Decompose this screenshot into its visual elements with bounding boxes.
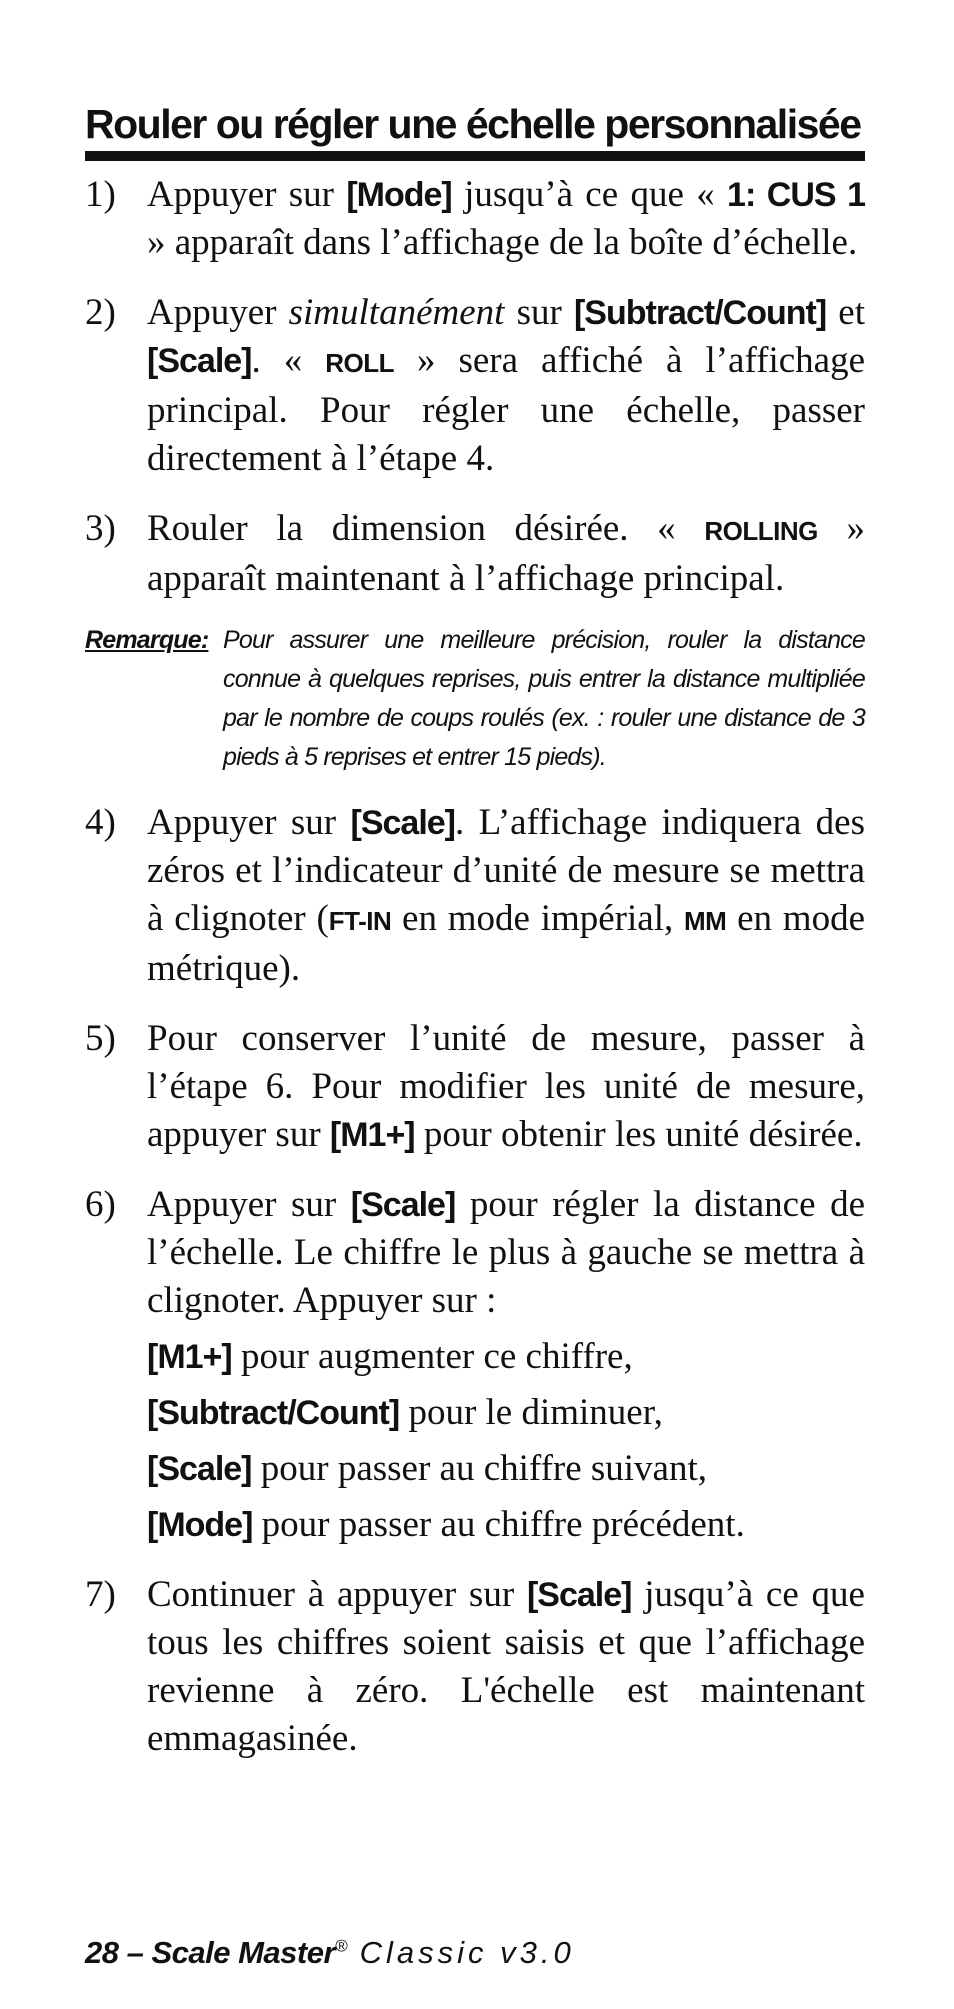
key-scale: [Scale] [350, 804, 455, 843]
key-mode: [Mode] [147, 1506, 253, 1545]
step-number: 6) [85, 1184, 116, 1226]
step-1 [85, 171, 865, 267]
step-4 [85, 799, 865, 993]
text-run: pour le diminuer, [399, 1392, 663, 1434]
step-2 [85, 289, 865, 483]
emphasis: simultanément [288, 292, 505, 334]
page-footer [85, 1935, 575, 1971]
text-run: . « [251, 340, 326, 382]
step-number: 4) [85, 802, 116, 844]
display-ft-in: FT-IN [328, 906, 392, 937]
text-run: Appuyer sur [147, 1184, 351, 1226]
key-scale: [Scale] [147, 342, 252, 381]
step-text [147, 289, 865, 483]
step-text [147, 1015, 865, 1159]
section-title: Rouler ou régler une échelle personnalisée [85, 100, 865, 161]
display-cus1: 1: CUS 1 [727, 176, 865, 215]
step-text [147, 505, 865, 603]
text-run: jusqu’à ce que tous les chiffres soient saisis et que l’affichage revienne à zéro. L'échelle est maintenant emmagasinée. [147, 1574, 865, 1760]
note-label: Remarque: [85, 626, 209, 655]
text-run: pour passer au chiffre suivant, [251, 1448, 708, 1490]
note [85, 621, 865, 777]
text-run: et [826, 292, 866, 334]
text-run: pour passer au chiffre précédent. [252, 1504, 745, 1546]
key-m1-plus: [M1+] [147, 1338, 232, 1377]
text-run: Rouler la dimension désirée. « [147, 508, 705, 550]
sub-step [147, 1389, 865, 1437]
page-number: 28 [85, 1935, 119, 1970]
manual-page [85, 100, 865, 1785]
note-text: Pour assurer une meilleure précision, rouler la distance connue à quelques reprises, puis entrer la distance multipliée par le nombre de coups roulés (ex. : rouler une distance de 3 pieds à 5 reprises et entrer 15 pieds). [223, 626, 865, 772]
step-6 [85, 1181, 865, 1549]
registered-mark: ® [335, 1936, 348, 1956]
step-text [147, 1181, 865, 1549]
step-7 [85, 1571, 865, 1763]
text-run: » sera affiché à l’affichage principal. Pour régler une échelle, passer directement à l’étape 4. [147, 340, 865, 480]
key-m1-plus: [M1+] [329, 1116, 415, 1155]
text-run: Appuyer sur [147, 802, 351, 844]
key-scale: [Scale] [350, 1186, 456, 1225]
step-number: 2) [85, 292, 116, 334]
text-run: en mode impérial, [391, 898, 685, 940]
step-3 [85, 505, 865, 603]
key-scale: [Scale] [526, 1576, 632, 1615]
display-roll: ROLL [325, 348, 394, 379]
text-run: sur [504, 292, 574, 334]
step-text [147, 171, 865, 267]
sub-step [147, 1333, 865, 1381]
step-5 [85, 1015, 865, 1159]
step-number: 5) [85, 1018, 116, 1060]
text-run: Appuyer sur [147, 174, 347, 216]
product-version: Classic v3.0 [347, 1935, 575, 1970]
display-rolling: ROLLING [704, 516, 818, 547]
key-mode: [Mode] [346, 176, 452, 215]
step-number: 3) [85, 508, 116, 550]
step-text [147, 1571, 865, 1763]
sub-step [147, 1445, 865, 1493]
text-run: pour régler la distance de l’échelle. Le chiffre le plus à gauche se mettra à clignoter. Appuyer sur : [147, 1184, 865, 1322]
text-run: Pour conserver l’unité de mesure, passer à l’étape 6. Pour modifier les unité de mesure, appuyer sur [147, 1018, 865, 1156]
text-run: Appuyer [147, 292, 289, 334]
key-subtract-count: [Subtract/Count] [147, 1394, 400, 1433]
step-number: 7) [85, 1574, 116, 1616]
text-run: » apparaît dans l’affichage de la boîte d’échelle. [147, 222, 858, 264]
text-run: » apparaît maintenant à l’affichage principal. [147, 508, 865, 600]
sub-step [147, 1501, 865, 1549]
step-text [147, 799, 865, 993]
text-run: Continuer à appuyer sur [147, 1574, 527, 1616]
steps-list [85, 171, 865, 1763]
text-run: . L’affichage indiquera des zéros et l’indicateur d’unité de mesure se mettra à clignoter ( [147, 802, 865, 940]
footer-dash: – [118, 1935, 152, 1970]
display-mm: MM [684, 906, 727, 937]
text-run: pour augmenter ce chiffre, [231, 1336, 633, 1378]
text-run: jusqu’à ce que « [451, 174, 728, 216]
step-number: 1) [85, 174, 116, 216]
key-subtract-count: [Subtract/Count] [573, 294, 827, 333]
key-scale: [Scale] [147, 1450, 252, 1489]
text-run: en mode métrique). [147, 898, 865, 990]
text-run: pour obtenir les unité désirée. [414, 1114, 863, 1156]
product-name: Scale Master [151, 1935, 336, 1970]
